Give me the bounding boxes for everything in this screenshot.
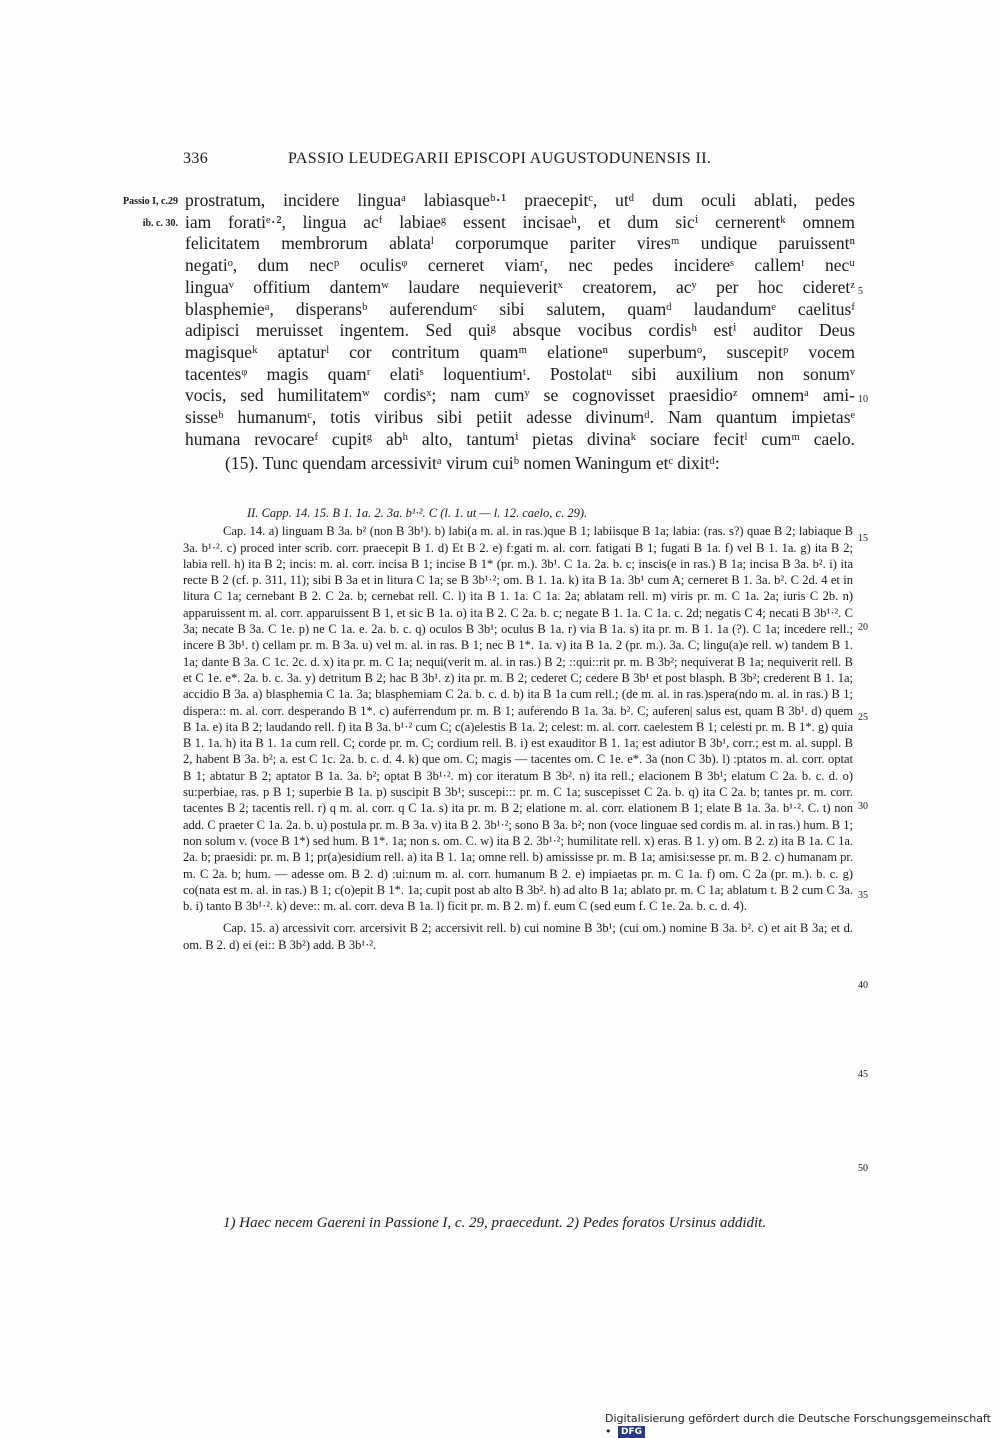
- margin-ref-ib: ib. c. 30.: [142, 218, 178, 229]
- apparatus-line-number: 35: [858, 890, 868, 901]
- text-line: negatiᵒ, dum necᵖ oculisᵠ cerneret viamʳ, nec pedes incidereˢ callemᵗ necᵘ: [185, 255, 855, 276]
- apparatus-line-number: 45: [858, 1069, 868, 1080]
- text-line: tacentesᵠ magis quamʳ elatiˢ loquentiumᵗ. Postolatᵘ sibi auxilium non sonumᵛ: [185, 363, 855, 384]
- credit-text: Digitalisierung gefördert durch die Deutsche Forschungsgemeinschaft •: [605, 1412, 991, 1438]
- text-line: felicitatem membrorum ablataˡ corporumque pariter viresᵐ undique paruissentⁿ: [185, 233, 855, 254]
- apparatus-line-number: 15: [858, 533, 868, 544]
- apparatus-line-number: 20: [858, 622, 868, 633]
- text-line: sisseᵇ humanumᶜ, totis viribus sibi petiit adesse divinumᵈ. Nam quantum impietasᵉ: [185, 407, 855, 428]
- text-line: blasphemieᵃ, disperansᵇ auferendumᶜ sibi salutem, quamᵈ laudandumᵉ caelitusᶠ: [185, 298, 855, 319]
- apparatus-line-number: 50: [858, 1163, 868, 1174]
- text-line: vocis, sed humilitatemʷ cordisˣ; nam cumʸ se cognovisset praesidioᶻ omnemᵃ ami-: [185, 385, 855, 406]
- footnotes: 1) Haec necem Gaereni in Passione I, c. 29, praecedunt. 2) Pedes foratos Ursinus addidit.: [223, 1215, 767, 1231]
- text-line: humana revocareᶠ cupitᵍ abʰ alto, tantumⁱ pietas divinaᵏ sociare fecitˡ cumᵐ caelo.: [185, 428, 855, 449]
- apparatus-chapter-14: Cap. 14. a) linguam B 3a. b² (non B 3b¹). b) labi(a m. al. in ras.)que B 1; labiisque B 1a; labia: (ras. s?) quae B 2; labiaque B 3a. b¹·². c) proced inter scrib. corr. praecepit B 1. d) Et B 2. e) f:gati m. al. corr. fatigati B 1; fugati B 1a. f) vel B 1. 1a. g) ita B 2; labia rell. h) ita B 2; incis: m. al. corr. incisa B 1; incise B 1* (pr. m.). 3b¹. C 1a. 2a. b. c; inscis(e in ras.) B 1a; incisa B 3a. b². i) ita recte B 2 (cf. p. 311, 11); sibi B 3a et in litura C 1a; se B 3b¹·²; om. B 1. 1a. k) ita B 1a. 3b¹ cum A; cerneret B 1. 3a. b². C 2d. 4 et in litura C 1a; cernebant B 2. C 2a. b; cernebat rell. C. l) ita B 1. 1a. C 1a. 2a; ablatam rell. m) viris pr. m. C 1a. 2a; iuris C 2b. n) apparuissent m. al. corr. apparuissent B 1, et sic B 1a. o) ita B 2. C 2a. b. c; negate B 1. 1a. C 1a. c. 2d; negatis C 4; necati B 3b¹·². C 3a; necate B 3a. C 1e. p) ne C 1a. e. 2a. b. c. q) oculos B 3b¹; oculus B 1a. r) via B 1a. s) ita pr. m. B 1. 1a (?). C 1a; incedere rell.; incere B 3b¹. t) cellam pr. m. B 3a. u) vel m. al. in ras. B 1; nec B 1*. 1a. v) ita B 1a. 2 (pr. m.). 3a. C; lingu(a)e rell. w) tandem B 1. 1a; dante B 3a. C 1c. 2c. d. x) ita pr. m. C 1a; nequi(verit m. al. in ras.) B 2; ::qui::rit pr. m. B 3b²; nequiverat B 1a; nequiverit rell. B et C 1e. e*. 2a. b. c. 3a. y) detritum B 2; hac B 3b¹. z) ita pr. m. B 2; cederet C; cedere B 3b¹ et post blasph. B 3b²; crederent B 1. 1a; accidio B 3a. a) blasphemia C 1a. 3a; blasphemiam C 2a. b. c. d. b) ita B 1a cum rell.; (de m. al. in ras.)spera(ndo m. al. in ras.) B 1; dispera:: m. al. corr. desperando B 1*. c) auferrendum pr. m. B 1; auferendo B 1a. 3a. b². C; auferen| salus est, quam B 3b¹. d) quem B 1a. e) ita B 2; laudando rell. f) ita B 3a. b¹·² cum C; c(a)elestis B 1a. 2; celest: m. al. corr. caelestem B 1; celesti pr. m. B 1*. g) quia B 1. 1a. h) ita B 1. 1a cum rell. C; corde pr. m. C; cordium rell. B. i) est exauditor B 1. 1a; est adiutor B 3b¹, corr.; est m. al. suppl. B 2, habent B 3a. b²; a. est C 1c. 2a. b. c. d. 4. k) que om. C; magis — tacentes om. C 1e. e*. 3a (non C 3b). l) :ptatos m. al. corr. optat B 1; abtatur B 2; aptator B 1a. 3a. b²; optat B 3b¹·². m) cor iteratum B 3b². n) ita rell.; elacionem B 3b¹; elatum C 2a. b. c. d. o) su:perbiae, ras. p B 1; superbie B 1a. p) suscipit B 3b¹; suscepi::: pr. m. C 1a; suscepisset C 2a. b. q) ita C 2a. b; tantes pr. m. corr. tacentes B 2; tacentis rell. r) q m. al. corr. q C 1a. s) ita pr. m. B 2; elatione m. al. corr. elationem B 1; elate B 1a. 3a. b¹·². C. t) non add. C praeter C 1a. 2a. b. u) postula pr. m. B 3a. v) ita B 2. 3b¹·²; sono B 3a. b²; non (voce linguae sed cordis m. al. in ras.) hum. B 1; non solum v. (voce B 1*) sed hum. B 1*. 1a; non s. om. C. w) ita B 2. 3b¹·²; humilitate rell. x) eras. B 1. y) om. B 2. z) ita B 1a. C 1a. 2a. b; praesidi: pr. m. B 1; pr(a)esidium rell. a) ita B 1. 1a; omne rell. b) amississe pr. m. B 1a; amisi:sesse pr. m. B 2. c) humanam pr. m. C 2a. b; hum. — adesse om. B 2. d) :ui:num m. al. corr. humanum B 2. e) impiaetas pr. m. C 1a. f) om. C 2a (pr. m.). b. c. g) co(nata est m. al. in ras.) B 1; c(o)epit B 1*. 1a; cupit post ab alto B 3b². h) ad alto B 1a; ablato pr. m. C 1a; ablatum t. B 2 cum C 3a. b. i) tanto B 3b¹·². k) deve:: m. al. corr. deva B 1a. l) ficit pr. m. B 2. m) f. eum C (sed eum f. C 1e. 2a. b. c. d. 4).: [183, 524, 853, 914]
- apparatus-sigla: II. Capp. 14. 15. B 1. 1a. 2. 3a. b¹·². C (l. 1. ut — l. 12. caelo, c. 29).: [247, 506, 588, 520]
- dfg-logo: DFG: [618, 1426, 645, 1438]
- text-line: magisqueᵏ aptaturˡ cor contritum quamᵐ elationeⁿ superbumᵒ, suscepitᵖ vocem: [185, 341, 855, 362]
- text-line: prostratum, incidere linguaᵃ labiasqueᵇ·¹ praecepitᶜ, utᵈ dum oculi ablati, pedes: [185, 190, 855, 210]
- line-number-10: 10: [858, 394, 868, 405]
- apparatus-line-number: 40: [858, 980, 868, 991]
- apparatus-line-number: 30: [858, 801, 868, 812]
- text-line: linguaᵛ offitium dantemʷ laudare nequieveritˣ creatorem, acʸ per hoc cideretᶻ: [185, 276, 855, 297]
- digitization-credit: [605, 1412, 1000, 1438]
- page-title: PASSIO LEUDEGARII EPISCOPI AUGUSTODUNENSIS II.: [288, 150, 712, 167]
- line-number-5: 5: [858, 286, 863, 297]
- critical-apparatus: [183, 505, 853, 955]
- page-number: 336: [183, 150, 209, 167]
- main-text: [185, 190, 855, 475]
- text-line: (15). Tunc quendam arcessivitᵃ virum cuiᵇ nomen Waningum etᶜ dixitᵈ:: [225, 453, 720, 474]
- text-line: adipisci meruisset ingentem. Sed quiᵍ absque vocibus cordisʰ estⁱ auditor Deus: [185, 320, 855, 341]
- text-line: iam foratiᵉ·², lingua acᶠ labiaeᵍ essent incisaeʰ, et dum sicⁱ cernerentᵏ omnem: [185, 211, 855, 232]
- apparatus-chapter-15: Cap. 15. a) arcessivit corr. arcersivit B 2; accersivit rell. b) cui nomine B 3b¹; (cui om.) nomine B 3a. b². c) et ait B 3a; et d. om. B 2. d) ei (ei:: B 3b²) add. B 3b¹·².: [183, 921, 853, 952]
- margin-ref-passio: Passio I, c.29: [123, 196, 178, 207]
- apparatus-line-number: 25: [858, 712, 868, 723]
